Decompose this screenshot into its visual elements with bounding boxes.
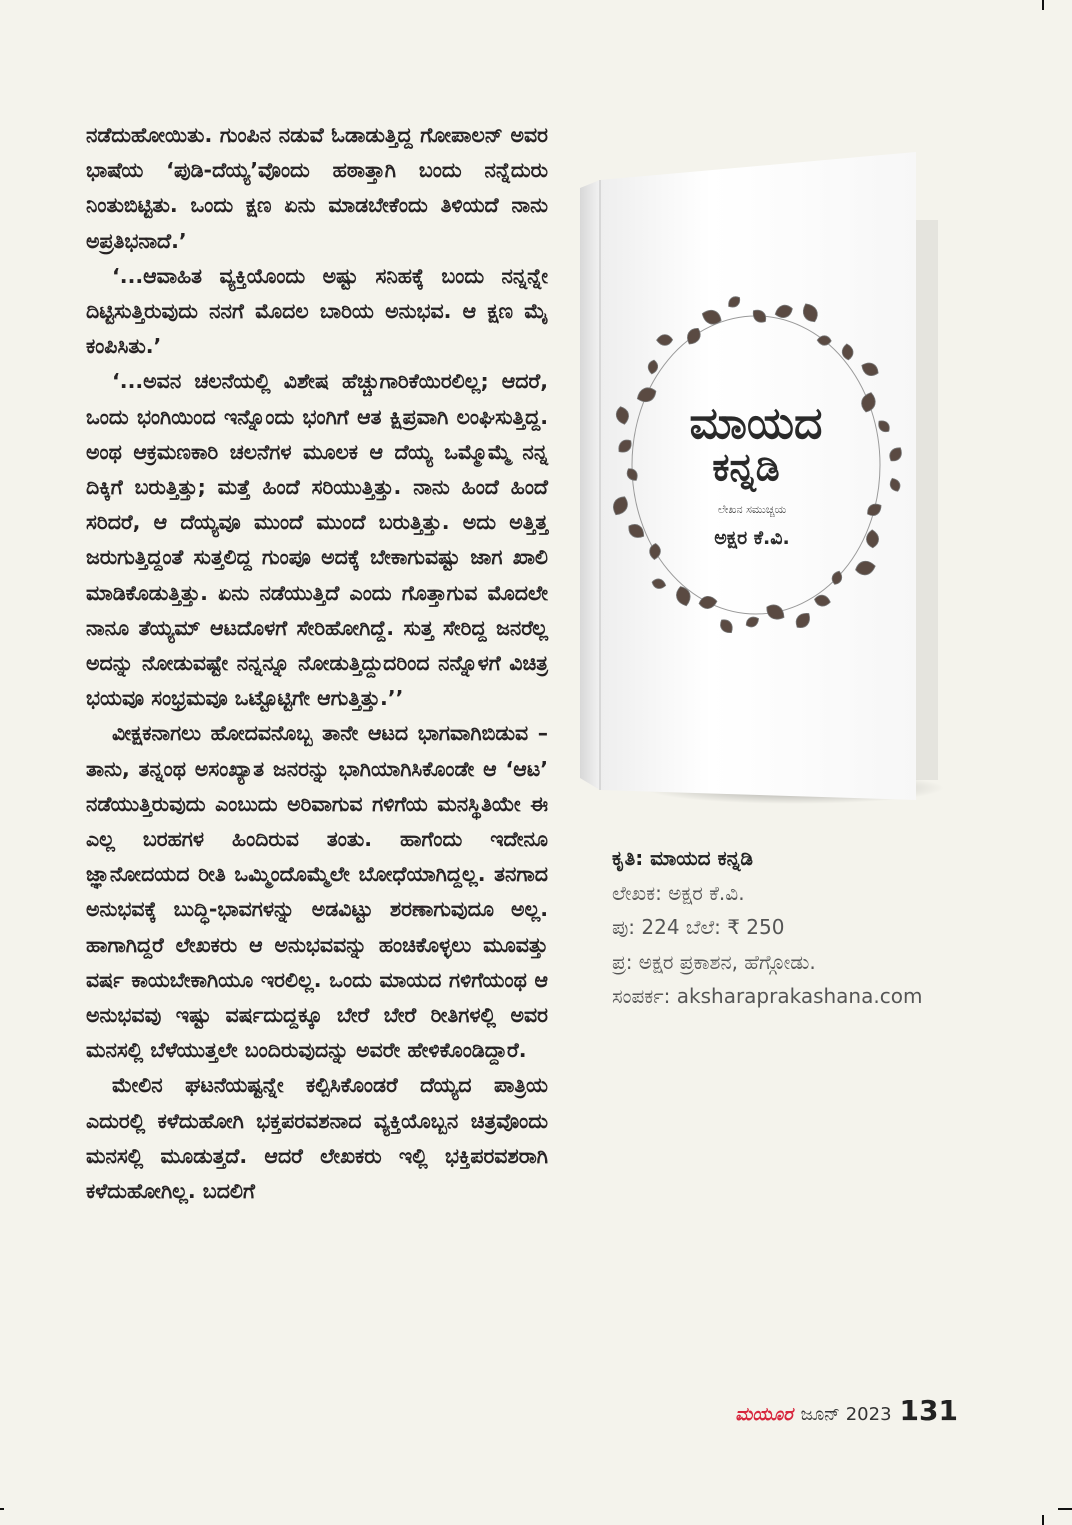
- crop-mark-bottom-right-v: [1042, 1515, 1044, 1525]
- book-spine: [580, 180, 600, 790]
- book-credits: [612, 841, 972, 1014]
- credit-work: ಕೃತಿ: ಮಾಯದ ಕನ್ನಡಿ: [612, 846, 753, 870]
- page-number: 131: [899, 1394, 958, 1427]
- crop-mark-bottom-right-h: [1058, 1508, 1072, 1510]
- article-body: [86, 118, 548, 1209]
- credit-contact: ಸಂಪರ್ಕ: aksharaprakashana.com: [612, 984, 923, 1009]
- cover-subtitle: ಲೇಖನ ಸಮುಚ್ಚಯ: [717, 503, 787, 516]
- paragraph: ‘...ಅವನ ಚಲನೆಯಲ್ಲಿ ವಿಶೇಷ ಹೆಚ್ಚುಗಾರಿಕೆಯಿರಲಿಲ್ಲ; ಆದರೆ, ಒಂದು ಭಂಗಿಯಿಂದ ಇನ್ನೊಂದು ಭಂಗಿಗೆ ಆತ ಕ್ಷಿಪ್ರವಾಗಿ ಲಂಘಿಸುತ್ತಿದ್ದ. ಅಂಥ ಆಕ್ರಮಣಕಾರಿ ಚಲನೆಗಳ ಮೂಲಕ ಆ ದೆಯ್ಯ ಒಮ್ಮೊಮ್ಮೆ ನನ್ನ ದಿಕ್ಕಿಗೆ ಬರುತ್ತಿತ್ತು; ಮತ್ತೆ ಹಿಂದೆ ಸರಿಯುತ್ತಿತ್ತು. ನಾನು ಹಿಂದೆ ಹಿಂದೆ ಸರಿದರೆ, ಆ ದೆಯ್ಯವೂ ಮುಂದೆ ಮುಂದೆ ಬರುತ್ತಿತ್ತು. ಅದು ಅತ್ತಿತ್ತ ಜರುಗುತ್ತಿದ್ದಂತೆ ಸುತ್ತಲಿದ್ದ ಗುಂಪೂ ಅದಕ್ಕೆ ಬೇಕಾಗುವಷ್ಟು ಜಾಗ ಖಾಲಿ ಮಾಡಿಕೊಡುತ್ತಿತ್ತು. ಏನು ನಡೆಯುತ್ತಿದೆ ಎಂದು ಗೊತ್ತಾಗುವ ಮೊದಲೇ ನಾನೂ ತೆಯ್ಯಮ್ ಆಟದೊಳಗೆ ಸೇರಿಹೋಗಿದ್ದೆ. ಸುತ್ತ ಸೇರಿದ್ದ ಜನರೆಲ್ಲ ಅದನ್ನು ನೋಡುವಷ್ಟೇ ನನ್ನನ್ನೂ ನೋಡುತ್ತಿದ್ದುದರಿಂದ ನನ್ನೊಳಗೆ ವಿಚಿತ್ರ ಭಯವೂ ಸಂಭ್ರಮವೂ ಒಟ್ಟೊಟ್ಟಿಗೇ ಆಗುತ್ತಿತ್ತು.’’: [86, 369, 548, 711]
- page-footer: [735, 1394, 958, 1427]
- book-cover-image: [574, 140, 946, 820]
- credit-author: ಲೇಖಕ: ಅಕ್ಷರ ಕೆ.ವಿ.: [612, 880, 745, 905]
- cover-title-line1: ಮಾಯದ: [689, 398, 823, 449]
- credit-pages-price: ಪು: 224 ಬೆಲೆ: ₹ 250: [612, 915, 785, 940]
- crop-mark-bottom-left: [0, 1508, 4, 1510]
- paragraph: ಮೇಲಿನ ಘಟನೆಯಷ್ಟನ್ನೇ ಕಲ್ಪಿಸಿಕೊಂಡರೆ ದೆಯ್ಯದ ಪಾತ್ರಿಯ ಎದುರಲ್ಲಿ ಕಳೆದುಹೋಗಿ ಭಕ್ತಪರವಶನಾದ ವ್ಯಕ್ತಿಯೊಬ್ಬನ ಚಿತ್ರವೊಂದು ಮನಸಲ್ಲಿ ಮೂಡುತ್ತದೆ. ಆದರೆ ಲೇಖಕರು ಇಲ್ಲಿ ಭಕ್ತಿಪರವಶರಾಗಿ ಕಳೆದುಹೋಗಿಲ್ಲ. ಬದಲಿಗೆ: [86, 1073, 548, 1204]
- paragraph: ವೀಕ್ಷಕನಾಗಲು ಹೋದವನೊಬ್ಬ ತಾನೇ ಆಟದ ಭಾಗವಾಗಿಬಿಡುವ – ತಾನು, ತನ್ನಂಥ ಅಸಂಖ್ಯಾತ ಜನರನ್ನು ಭಾಗಿಯಾಗಿಸಿಕೊಂಡೇ ಆ ‘ಆಟ’ ನಡೆಯುತ್ತಿರುವುದು ಎಂಬುದು ಅರಿವಾಗುವ ಗಳಿಗೆಯ ಮನಸ್ಥಿತಿಯೇ ಈ ಎಲ್ಲ ಬರಹಗಳ ಹಿಂದಿರುವ ತಂತು. ಹಾಗೆಂದು ಇದೇನೂ ಜ್ಞಾನೋದಯದ ರೀತಿ ಒಮ್ಮಿಂದೊಮ್ಮೆಲೇ ಬೋಧೆಯಾಗಿದ್ದಲ್ಲ. ತನಗಾದ ಅನುಭವಕ್ಕೆ ಬುದ್ಧಿ-ಭಾವಗಳನ್ನು ಅಡವಿಟ್ಟು ಶರಣಾಗುವುದೂ ಅಲ್ಲ. ಹಾಗಾಗಿದ್ದರೆ ಲೇಖಕರು ಆ ಅನುಭವವನ್ನು ಹಂಚಿಕೊಳ್ಳಲು ಮೂವತ್ತು ವರ್ಷ ಕಾಯಬೇಕಾಗಿಯೂ ಇರಲಿಲ್ಲ. ಒಂದು ಮಾಯದ ಗಳಿಗೆಯಂಥ ಆ ಅನುಭವವು ಇಷ್ಟು ವರ್ಷದುದ್ದಕ್ಕೂ ಬೇರೆ ಬೇರೆ ರೀತಿಗಳಲ್ಲಿ ಅವರ ಮನಸಲ್ಲಿ ಬೆಳೆಯುತ್ತಲೇ ಬಂದಿರುವುದನ್ನು ಅವರೇ ಹೇಳಿಕೊಂಡಿದ್ದಾರೆ.: [86, 721, 548, 1063]
- cover-author: ಅಕ್ಷರ ಕೆ.ವಿ.: [714, 527, 790, 549]
- crop-mark-top-right: [1042, 0, 1044, 10]
- book-cover-svg: [574, 140, 946, 820]
- book-shadow-side: [916, 220, 938, 780]
- paragraph: ‘...ಆವಾಹಿತ ವ್ಯಕ್ತಿಯೊಂದು ಅಷ್ಟು ಸನಿಹಕ್ಕೆ ಬಂದು ನನ್ನನ್ನೇ ದಿಟ್ಟಿಸುತ್ತಿರುವುದು ನನಗೆ ಮೊದಲ ಬಾರಿಯ ಅನುಭವ. ಆ ಕ್ಷಣ ಮೈ ಕಂಪಿಸಿತು.’: [86, 263, 548, 359]
- credit-publisher: ಪ್ರ: ಅಕ್ಷರ ಪ್ರಕಾಶನ, ಹೆಗ್ಗೋಡು.: [612, 949, 816, 974]
- magazine-logo: ಮಯೂರ: [735, 1404, 793, 1425]
- issue-date: ಜೂನ್ 2023: [800, 1404, 892, 1425]
- cover-title-line2: ಕನ್ನಡಿ: [712, 445, 780, 489]
- paragraph: ನಡೆದುಹೋಯಿತು. ಗುಂಪಿನ ನಡುವೆ ಓಡಾಡುತ್ತಿದ್ದ ಗೋಪಾಲನ್ ಅವರ ಭಾಷೆಯ ‘ಪುಡಿ-ದೆಯ್ಯ’ವೊಂದು ಹಠಾತ್ತಾಗಿ ಬಂದು ನನ್ನೆದುರು ನಿಂತುಬಿಟ್ಟಿತು. ಒಂದು ಕ್ಷಣ ಏನು ಮಾಡಬೇಕೆಂದು ತಿಳಿಯದೆ ನಾನು ಅಪ್ರತಿಭನಾದೆ.’: [86, 123, 548, 253]
